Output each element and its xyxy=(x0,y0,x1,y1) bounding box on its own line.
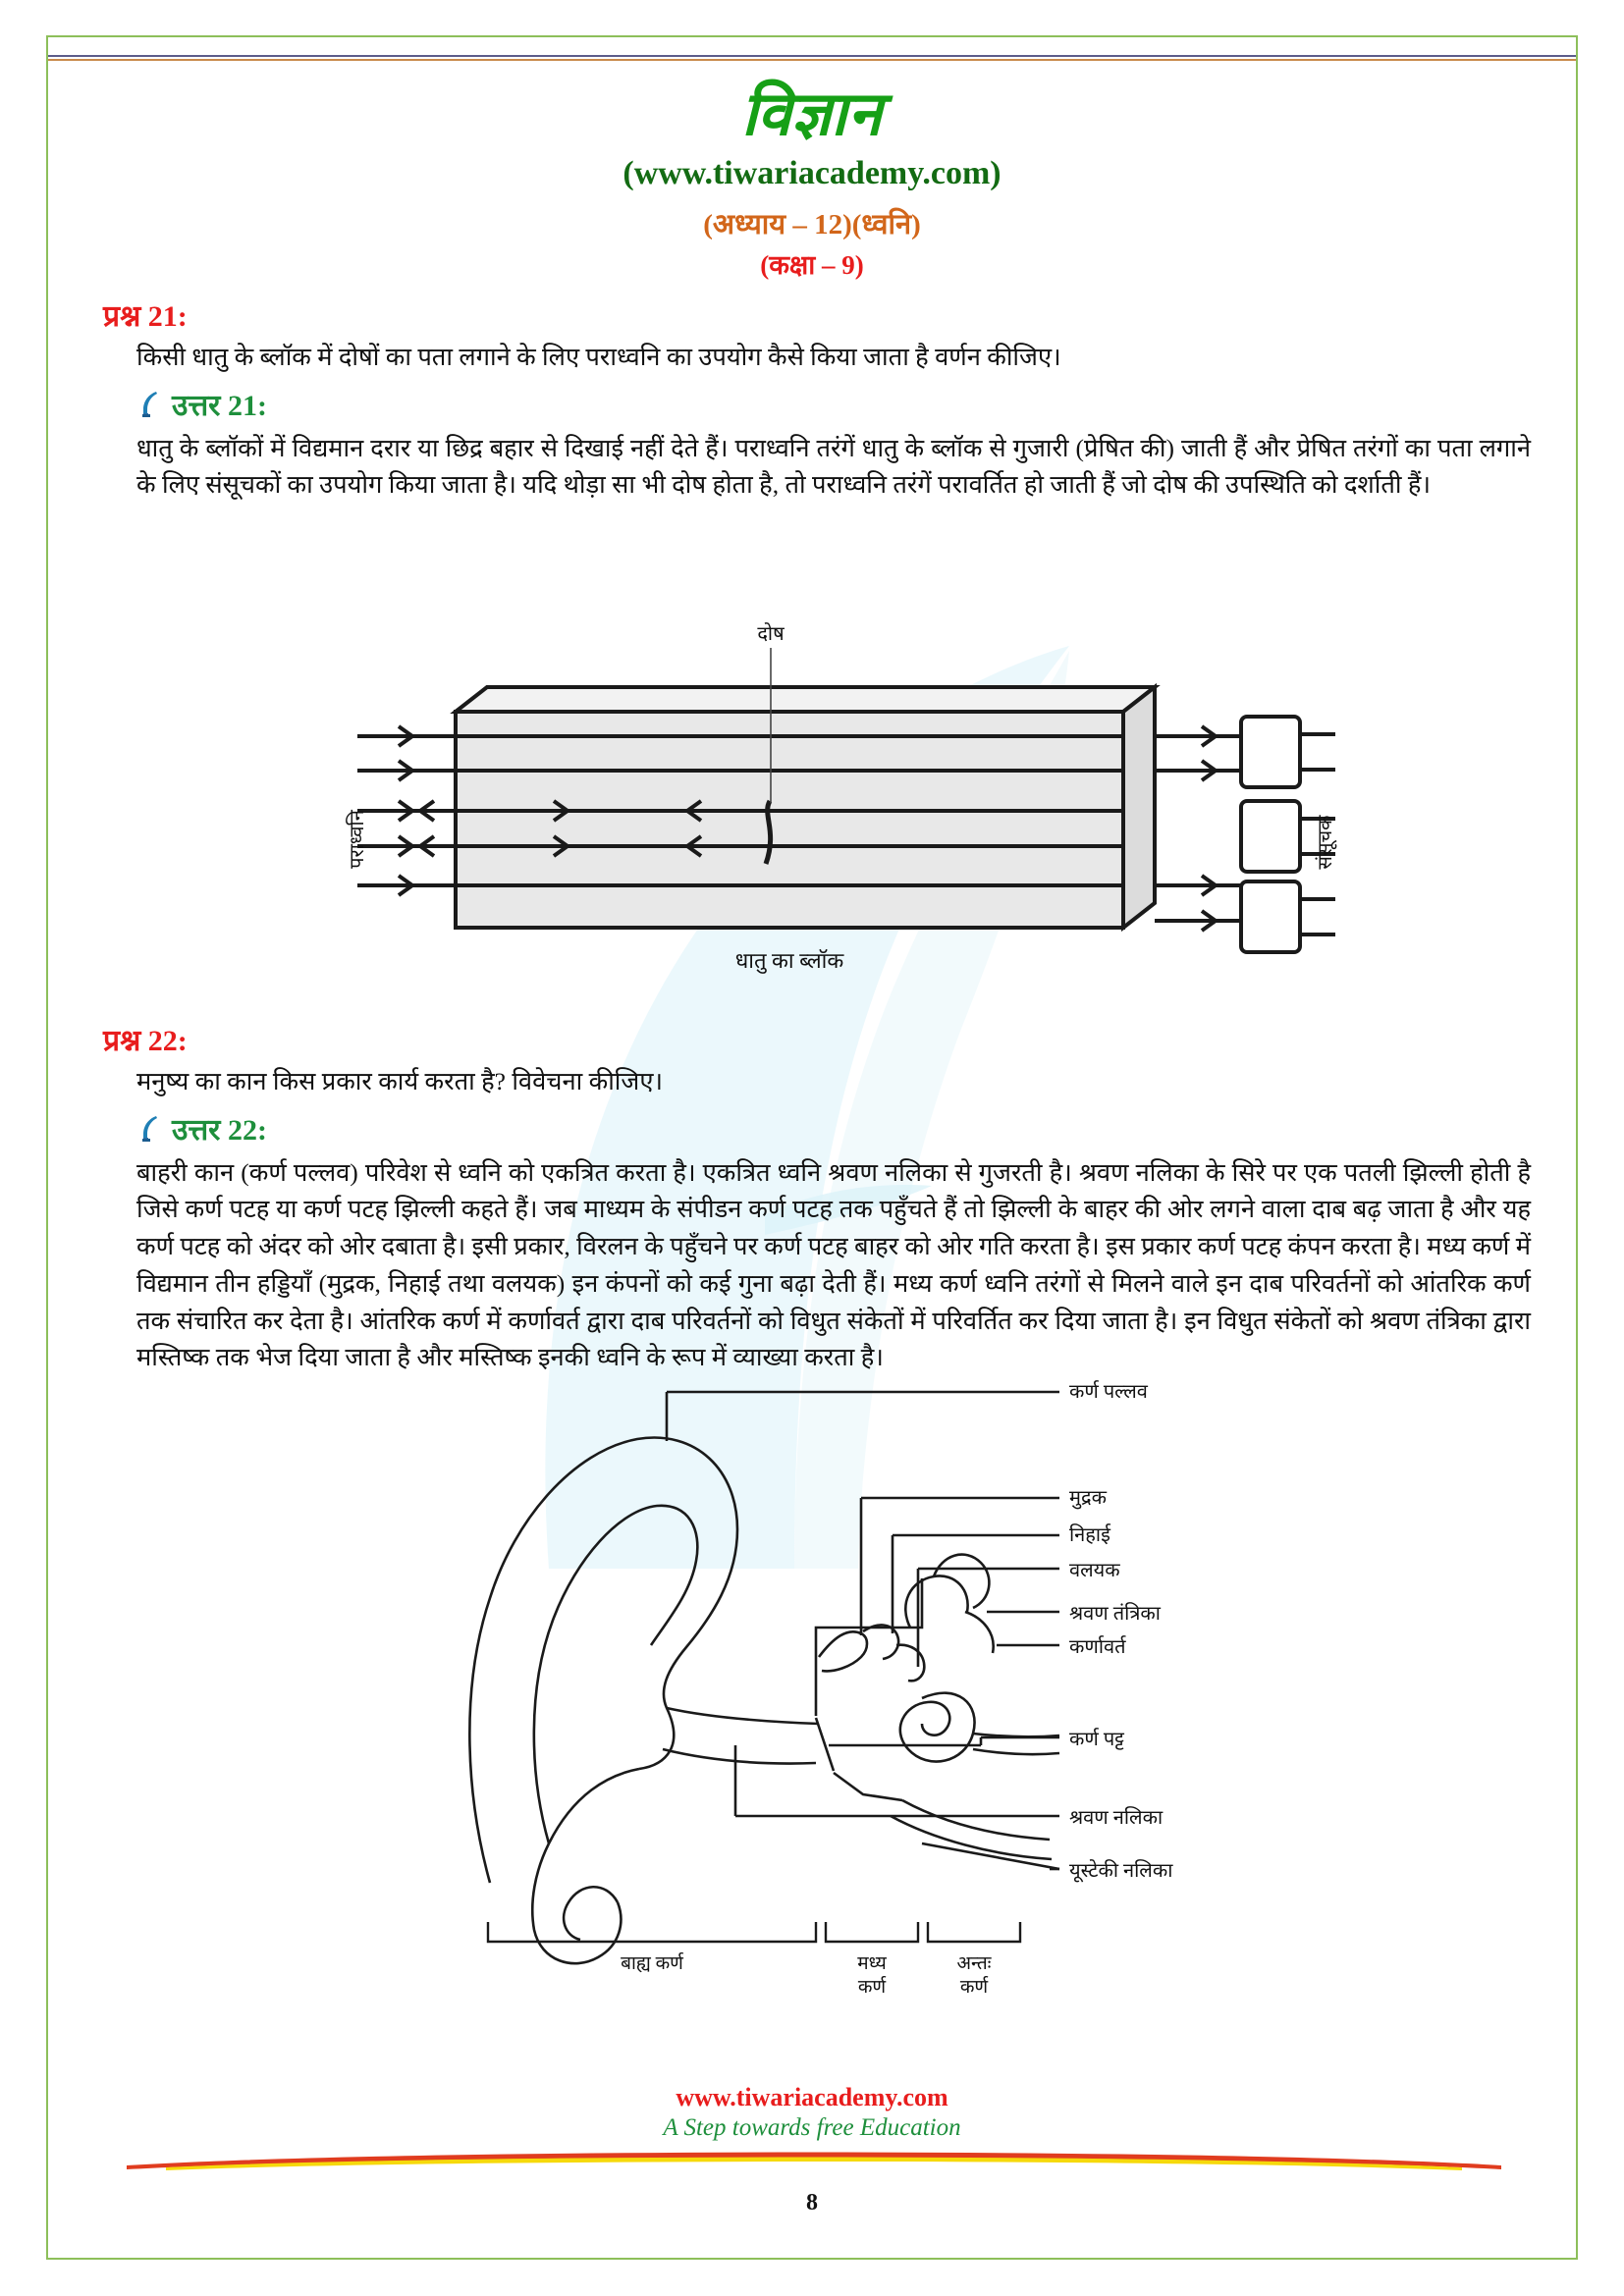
figure-metal-block xyxy=(259,618,1339,1001)
figure-block-label-ultrasound: पराध्वनि xyxy=(347,810,368,869)
ear-label-stapes: वलयक xyxy=(1069,1560,1120,1581)
chapter-line: (अध्याय – 12)(ध्वनि) xyxy=(703,209,921,240)
figure-human-ear xyxy=(372,1333,1256,2020)
ear-bracket-outer: बाह्य कर्ण xyxy=(621,1953,683,1974)
ear-bracket-inner-line1: अन्तः xyxy=(956,1953,992,1974)
figure-block-label-defect: दोष xyxy=(757,623,785,645)
site-url-header: (www.tiwariacademy.com) xyxy=(623,155,1001,191)
footer-tagline: A Step towards free Education xyxy=(663,2114,961,2141)
ear-label-cochlea: कर्णावर्त xyxy=(1069,1636,1126,1658)
footer-swoosh-decoration xyxy=(127,2146,1501,2171)
ear-bracket-middle-line1: मध्य xyxy=(857,1953,887,1974)
figure-block-caption: धातु का ब्लॉक xyxy=(734,948,844,973)
class-line: (कक्षा – 9) xyxy=(760,250,864,280)
ear-label-auditory-nerve: श्रवण तंत्रिका xyxy=(1069,1603,1161,1625)
ear-bracket-inner-line2: कर्ण xyxy=(959,1977,989,1998)
ear-label-malleus: मुद्रक xyxy=(1069,1487,1107,1509)
page-frame xyxy=(46,35,1578,2260)
ear-label-ear-canal: श्रवण नलिका xyxy=(1069,1807,1164,1829)
page-title: विज्ञान xyxy=(741,81,883,148)
ear-label-eustachian: यूस्टेकी नलिका xyxy=(1069,1860,1173,1882)
top-rule xyxy=(48,55,1576,61)
ear-label-pinna: कर्ण पल्लव xyxy=(1069,1381,1148,1403)
ear-label-eardrum: कर्ण पट्ट xyxy=(1069,1729,1124,1750)
section-question-22 xyxy=(78,1019,1550,1376)
question-22-text: मनुष्य का कान किस प्रकार कार्य करता है? विवेचना कीजिए। xyxy=(136,1067,664,1095)
quill-icon xyxy=(136,1113,166,1143)
ear-label-incus: निहाई xyxy=(1069,1524,1110,1546)
page-number: 8 xyxy=(806,2190,818,2216)
question-21-text: किसी धातु के ब्लॉक में दोषों का पता लगाने के लिए पराध्वनि का उपयोग कैसे किया जाता है वर्णन कीजिए। xyxy=(136,343,1061,371)
answer-22-label: उत्तर 22: xyxy=(172,1113,267,1147)
ear-bracket-middle-line2: कर्ण xyxy=(857,1977,887,1998)
answer-21-text: धातु के ब्लॉकों में विद्यमान दरार या छिद्र बहार से दिखाई नहीं देते हैं। पराध्वनि तरंगें धातु के ब्लॉक से गुजारी (प्रेषित की) जाती हैं और प्रेषित तरंगों का पता लगाने के लिए संसूचकों का उपयोग किया जाता है। यदि थोड़ा सा भी दोष होता है, तो पराध्वनि तरंगें परावर्तित हो जाती हैं जो दोष की उपस्थिति को दर्शाती हैं। xyxy=(136,433,1531,500)
question-22-label: प्रश्न 22: xyxy=(103,1025,188,1057)
footer-url[interactable]: www.tiwariacademy.com xyxy=(676,2083,948,2111)
answer-22-label-row xyxy=(136,1108,1550,1148)
answer-22-text: बाहरी कान (कर्ण पल्लव) परिवेश से ध्वनि को एकत्रित करता है। एकत्रित ध्वनि श्रवण नलिका से गुजरती है। श्रवण नलिका के सिरे पर एक पतली झिल्ली होती है जिसे कर्ण पटह या कर्ण पटह झिल्ली कहते हैं। जब माध्यम के संपीडन कर्ण पटह तक पहुँचते हैं तो झिल्ली के बाहर की ओर लगने वाला दाब बढ़ जाता है और यह कर्ण पटह को अंदर को ओर दबाता है। इसी प्रकार, विरलन के पहुँचने पर कर्ण पटह बाहर को ओर गति करता है। इस प्रकार कर्ण पटह कंपन करता है। मध्य कर्ण में विद्यमान तीन हड्डियाँ (मुद्रक, निहाई तथा वलयक) इन कंपनों को कई गुना बढ़ा देती हैं। मध्य कर्ण ध्वनि तरंगों से मिलने वाले इन दाब परिवर्तनों को आंतरिक कर्ण तक संचारित कर देता है। आंतरिक कर्ण में कर्णावर्त द्वारा दाब परिवर्तनों को विधुत संकेतों में परिवर्तित कर दिया जाता है। इन विधुत संकेतों को श्रवण तंत्रिका द्वारा मस्तिष्क तक भेज दिया जाता है और मस्तिष्क इनकी ध्वनि के रूप में व्याख्या करता है। xyxy=(136,1157,1531,1372)
answer-21-label-row xyxy=(136,384,1550,424)
figure-block-label-detector: संसूचक xyxy=(1315,815,1336,870)
section-question-21 xyxy=(78,294,1550,504)
footer xyxy=(48,2083,1576,2142)
quill-icon xyxy=(136,389,166,418)
question-21-label: प्रश्न 21: xyxy=(103,300,188,333)
answer-21-label: उत्तर 21: xyxy=(172,389,267,422)
